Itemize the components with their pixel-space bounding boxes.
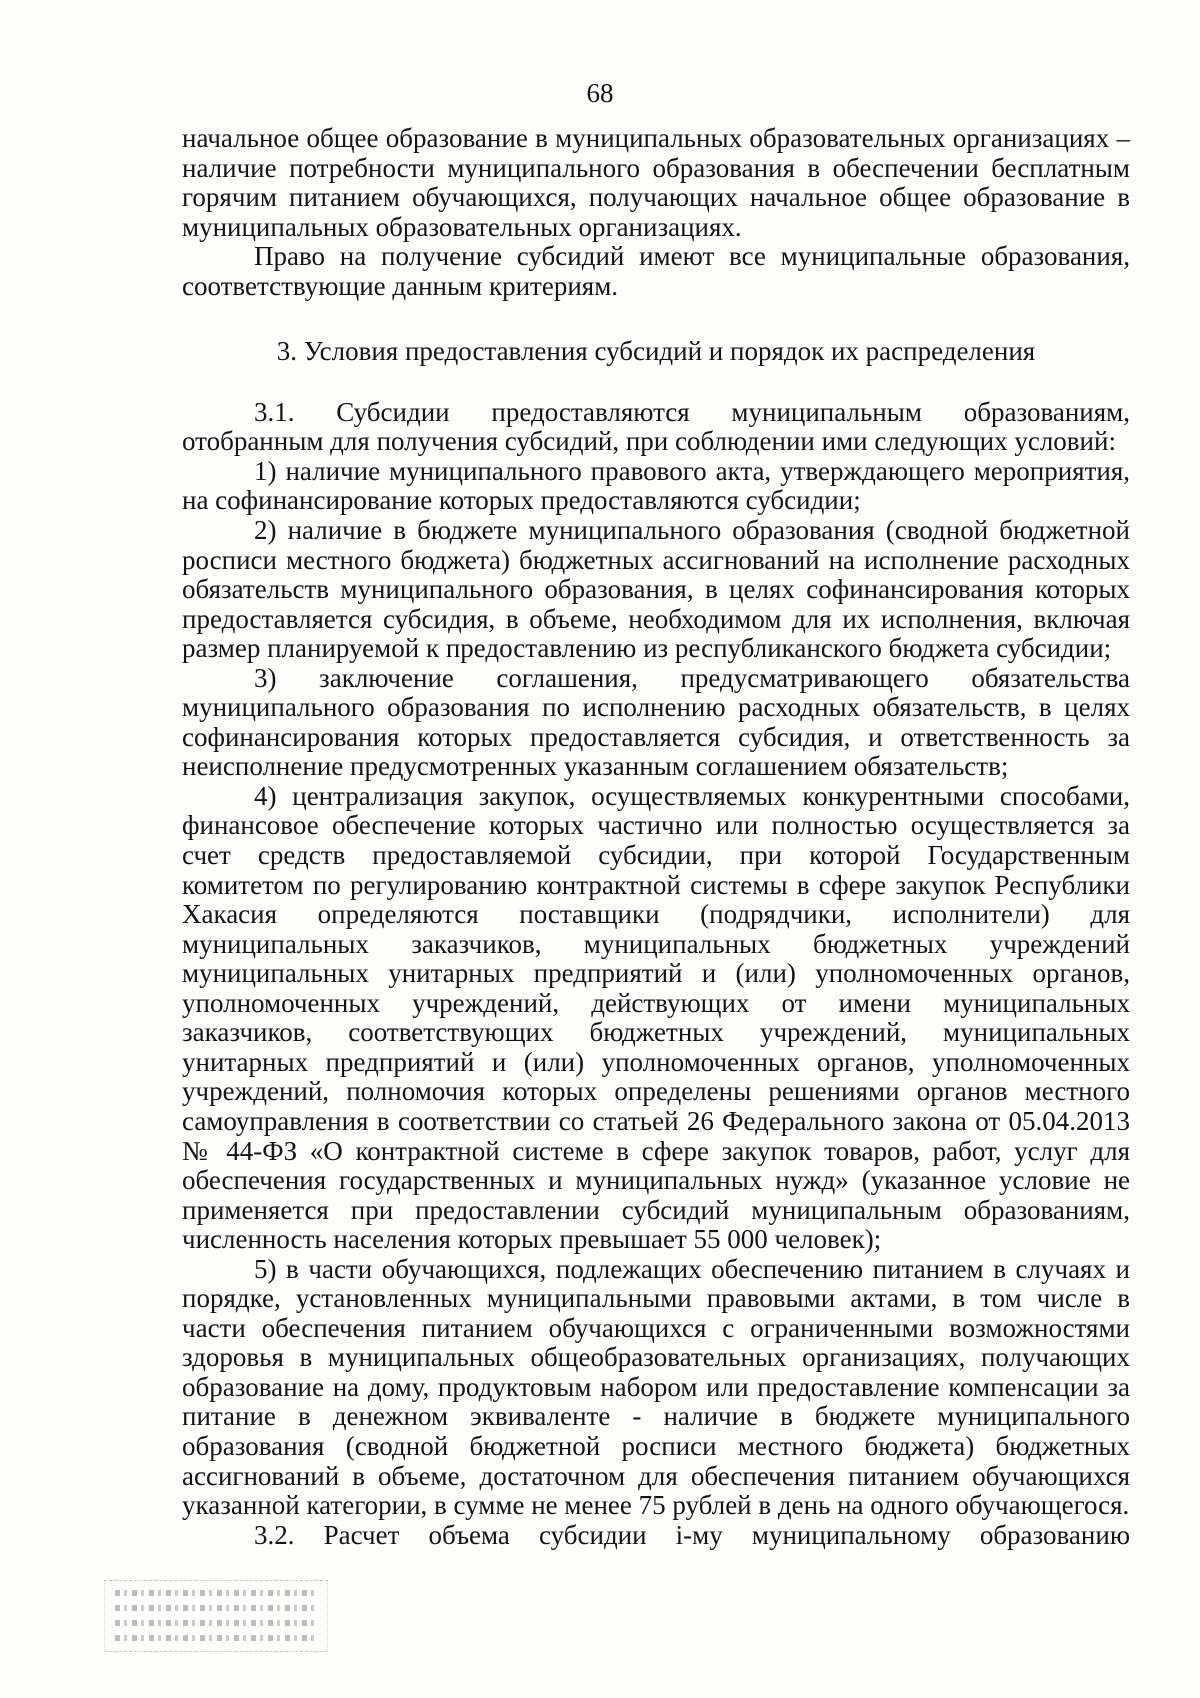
faded-stamp [104,1580,328,1652]
paragraph-3-2: 3.2. Расчет объема субсидии i-му муниципальному образованию [254,1519,1130,1550]
paragraph-3-1: 3.1. Субсидии предоставляются муниципальным образованиям, отобранным для получения субсидий, при соблюдении ими следующих условий: [182,396,1130,457]
paragraph-right-to-subsidy: Право на получение субсидий имеют все муниципальные образования, соответствующие данным критериям. [182,241,1130,301]
section-heading: 3. Условия предоставления субсидий и порядок их распределения [276,336,1036,367]
condition-item-4: 4) централизация закупок, осуществляемых конкурентными способами, финансовое обеспечение которых частично или полностью осуществляется за счет средств предоставляемой субсидии, при которой Государственным комитетом по регулированию контрактной системы в сфере закупок Республики Хакасия определяются поставщики (подрядчики, исполнители) для муниципальных заказчиков, муниципальных бюджетных учреждений муниципальных унитарных предприятий и (или) уполномоченных органов, уполномоченных учреждений, действующих от имени муниципальных заказчиков, соответствующих бюджетных учреждений, муниципальных унитарных предприятий и (или) уполномоченных органов, уполномоченных учреждений, полномочия которых определены решениями органов местного самоуправления в соответствии со статьей 26 Федерального закона от 05.04.2013 № 44-ФЗ «О контрактной системе в сфере закупок товаров, работ, услуг для обеспечения государственных и муниципальных нужд» (указанное условие не применяется при предоставлении субсидий муниципальным образованиям, численность населения которых превышает 55 000 человек); [182,780,1130,1255]
condition-item-3: 3) заключение соглашения, предусматривающего обязательства муниципального образования по исполнению расходных обязательств, в целях софинансирования которых предоставляется субсидия, и ответственность за неисполнение предусмотренных указанным соглашением обязательств; [182,662,1130,782]
condition-item-2: 2) наличие в бюджете муниципального образования (сводной бюджетной росписи местного бюджета) бюджетных ассигнований на исполнение расходных обязательств муниципального образования, в целях софинансирования которых предоставляется субсидия, в объеме, необходимом для их исполнения, включая размер планируемой к предоставлению из республиканского бюджета субсидии; [182,515,1130,664]
page-number: 68 [586,78,614,108]
condition-item-1: 1) наличие муниципального правового акта, утверждающего мероприятия, на софинансирование которых предоставляются субсидии; [182,455,1130,516]
paragraph-criteria-end: начальное общее образование в муниципальных образовательных организациях – наличие потребности муниципального образования в обеспечении бесплатным горячим питанием обучающихся, получающих начальное общее образование в муниципальных образовательных организациях. [182,123,1130,242]
document-body [182,124,1130,1550]
condition-item-5: 5) в части обучающихся, подлежащих обеспечению питанием в случаях и порядке, установленных муниципальными правовыми актами, в том числе в части обеспечения питанием обучающихся с ограниченными возможностями здоровья в муниципальных общеобразовательных организациях, получающих образование на дому, продуктовым набором или предоставление компенсации за питание в денежном эквиваленте - наличие в бюджете муниципального образования (сводной бюджетной росписи местного бюджета) бюджетных ассигнований в объеме, достаточном для обеспечения питанием обучающихся указанной категории, в сумме не менее 75 рублей в день на одного обучающегося. [182,1253,1130,1521]
